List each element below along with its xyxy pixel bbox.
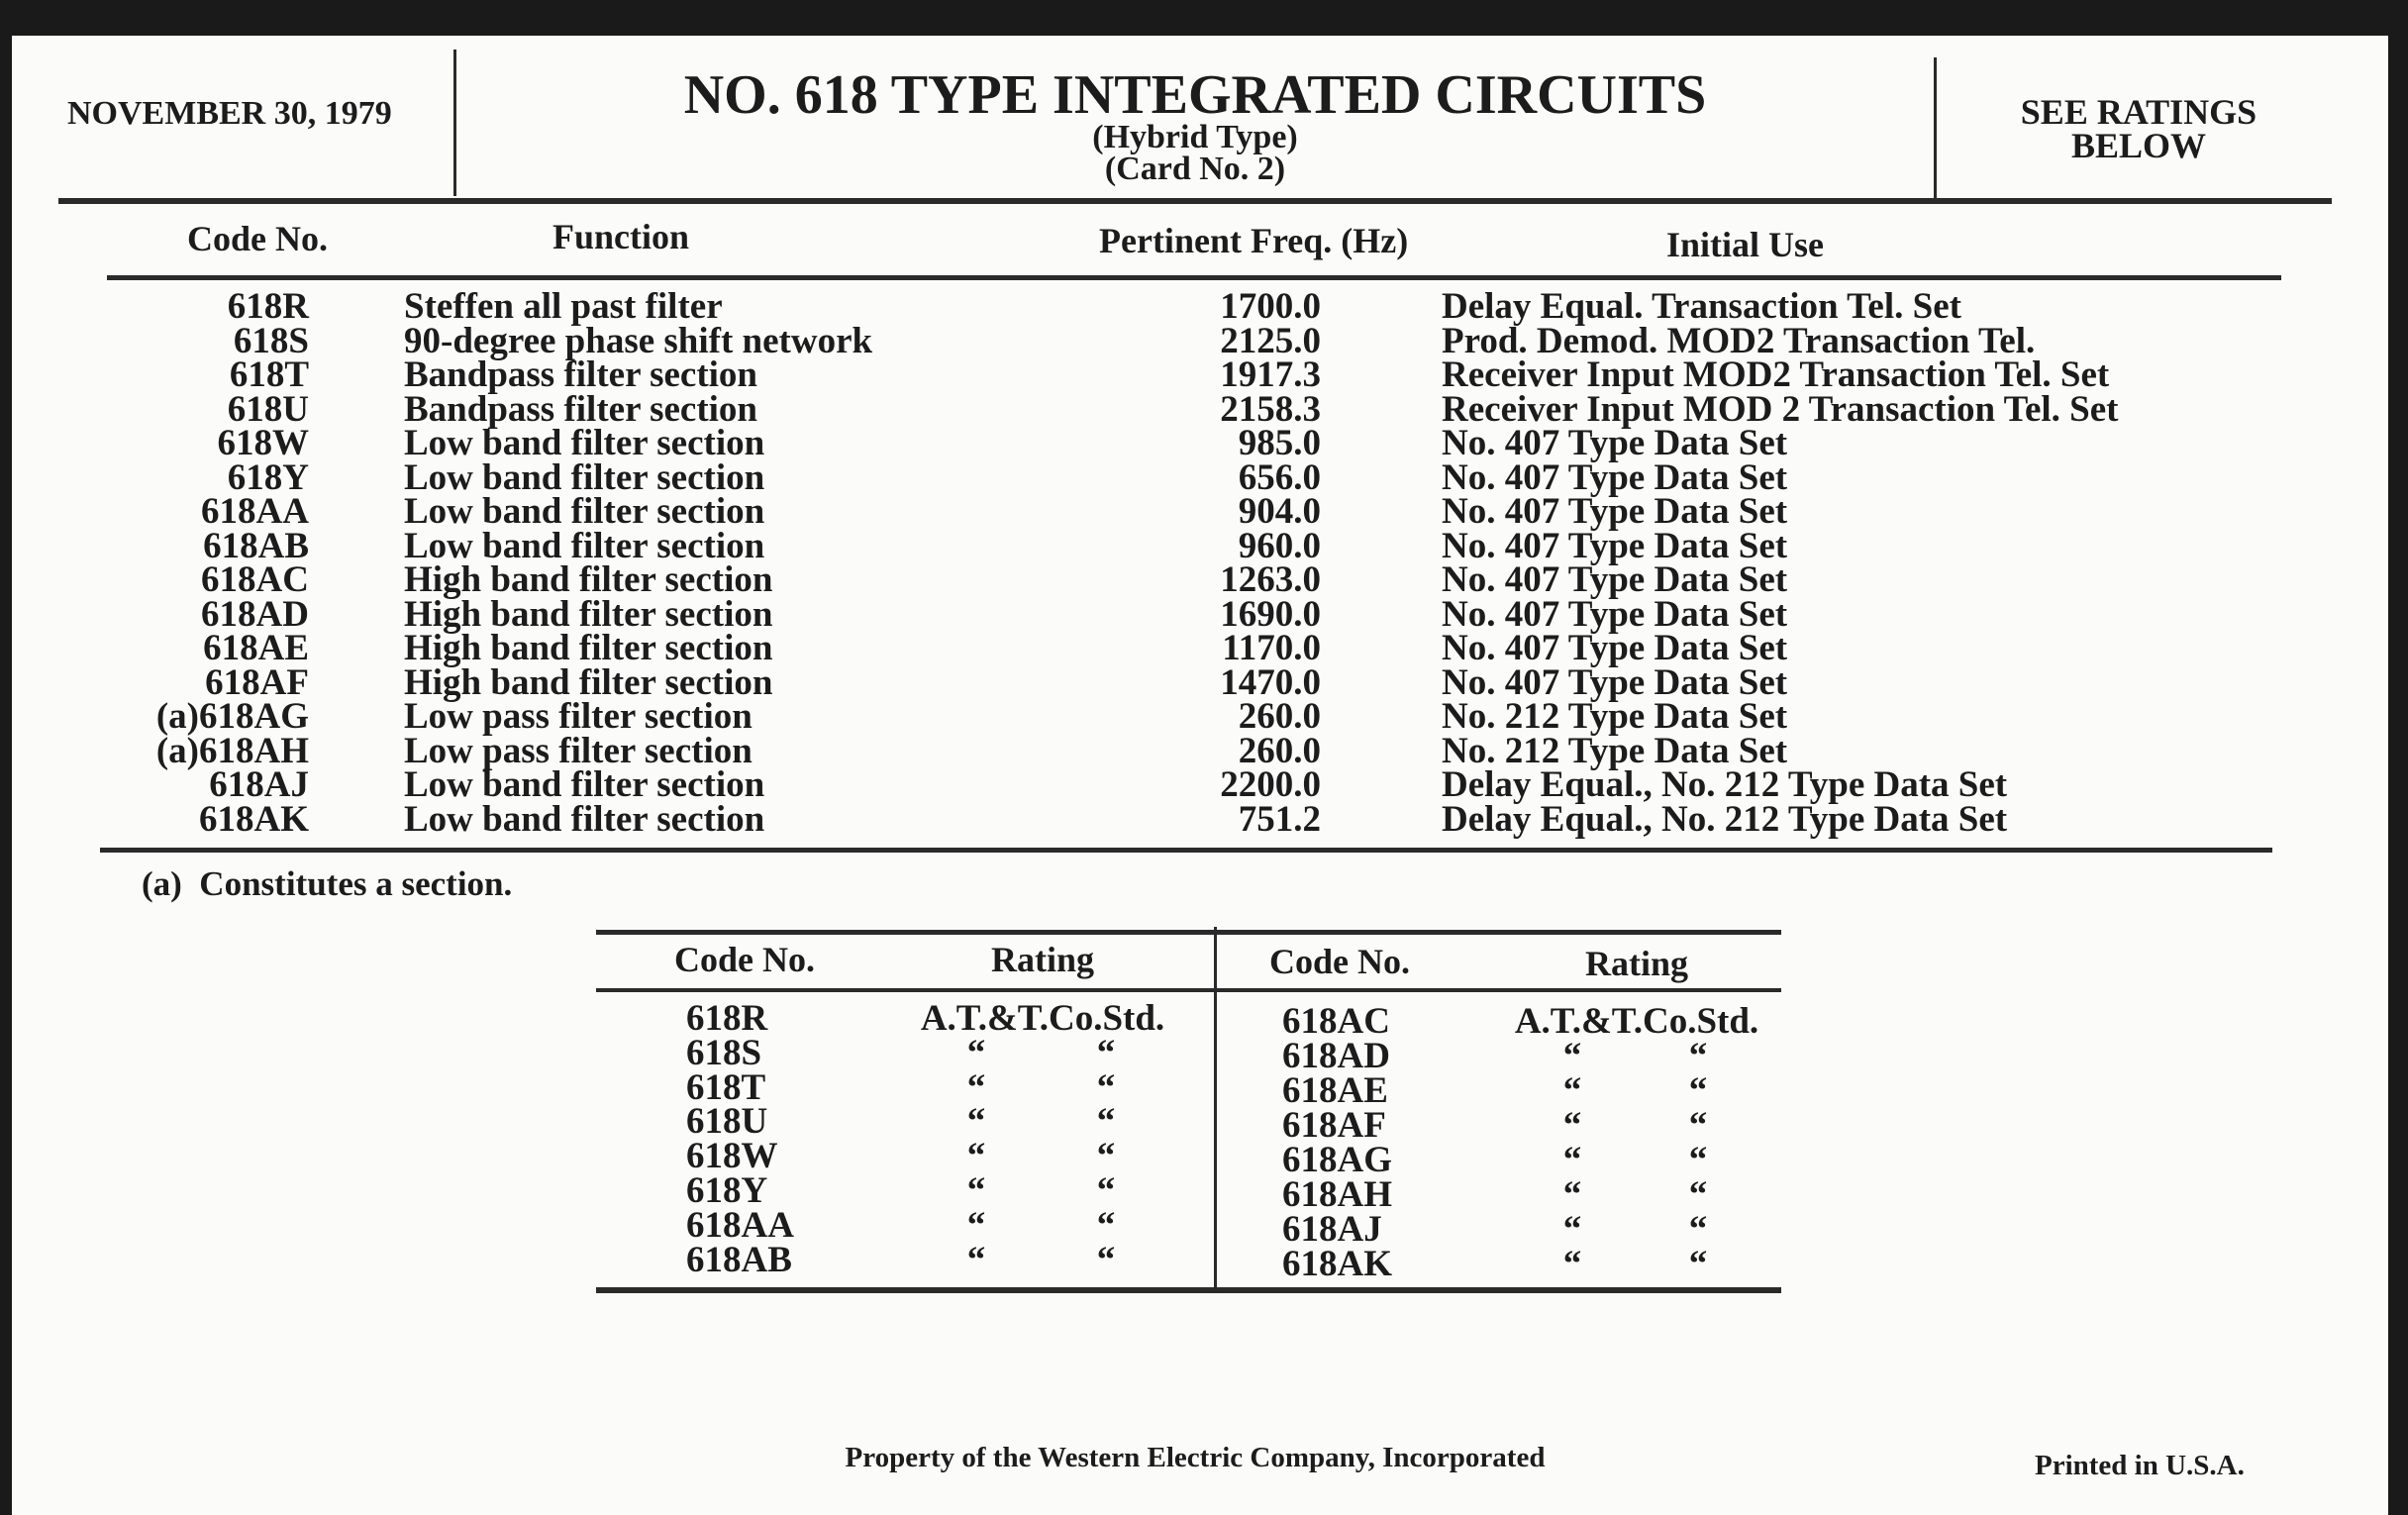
ditto-mark: “ <box>1562 1174 1582 1215</box>
ratings-code-left: 618AB <box>686 1239 792 1280</box>
ditto-mark: “ <box>1562 1140 1582 1180</box>
ditto-mark: “ <box>1096 1136 1116 1177</box>
code-cell: 618AJ <box>209 764 309 805</box>
ditto-mark: “ <box>966 1204 986 1246</box>
ditto-mark: “ <box>1096 1239 1116 1280</box>
ratings-bottom-rule <box>596 1287 1781 1293</box>
code-cell: 618AB <box>203 525 309 566</box>
ratings-note-line1: SEE RATINGS <box>2020 92 2258 132</box>
footnote: (a) Constitutes a section. <box>142 864 513 903</box>
use-cell: No. 407 Type Data Set <box>1442 628 1788 668</box>
freq-cell: 2200.0 <box>1220 764 1321 805</box>
ratings-code-right: 618AC <box>1282 1001 1390 1042</box>
code-cell: 618T <box>229 354 309 395</box>
ratings-col-rating-left: Rating <box>990 940 1095 979</box>
use-cell: No. 407 Type Data Set <box>1442 661 1788 703</box>
ditto-mark: “ <box>1562 1209 1582 1250</box>
freq-cell: 2125.0 <box>1220 320 1321 361</box>
code-cell: 618W <box>217 423 309 463</box>
ditto-mark: “ <box>1688 1105 1708 1146</box>
function-cell: Steffen all past filter <box>404 286 723 327</box>
ratings-col-code-left: Code No. <box>674 940 815 979</box>
use-cell: No. 407 Type Data Set <box>1442 525 1788 566</box>
ditto-mark: “ <box>966 1101 986 1143</box>
ratings-code-right: 618AG <box>1282 1140 1392 1180</box>
freq-cell: 1690.0 <box>1220 593 1321 635</box>
ditto-mark: “ <box>1688 1070 1708 1111</box>
ratings-code-right: 618AF <box>1282 1105 1386 1146</box>
rating-cell: A.T.&T.Co.Std. <box>1514 1001 1759 1042</box>
freq-cell: 751.2 <box>1238 798 1321 840</box>
ratings-col-code-right: Code No. <box>1269 942 1410 981</box>
header-divider-left <box>453 50 456 196</box>
function-cell: Low band filter section <box>404 491 765 532</box>
col-header-use: Initial Use <box>1666 225 1825 264</box>
function-cell: High band filter section <box>404 593 773 635</box>
ditto-mark: “ <box>1688 1174 1708 1215</box>
ditto-mark: “ <box>1096 1101 1116 1143</box>
use-cell: No. 212 Type Data Set <box>1442 730 1788 771</box>
ratings-col-rating-right: Rating <box>1584 944 1689 983</box>
ditto-mark: “ <box>1096 1066 1116 1108</box>
use-cell: Receiver Input MOD2 Transaction Tel. Set <box>1442 354 2110 395</box>
freq-cell: 260.0 <box>1238 730 1321 771</box>
footer-printed: Printed in U.S.A. <box>2035 1450 2245 1481</box>
col-header-function: Function <box>552 217 690 256</box>
code-cell: 618AC <box>201 559 309 600</box>
freq-cell: 1470.0 <box>1220 661 1321 703</box>
ditto-mark: “ <box>966 1170 986 1211</box>
freq-cell: 1263.0 <box>1220 559 1321 600</box>
ditto-mark: “ <box>1562 1036 1582 1076</box>
use-cell: Prod. Demod. MOD2 Transaction Tel. <box>1442 320 2036 361</box>
code-cell: 618AE <box>203 628 309 668</box>
use-cell: No. 407 Type Data Set <box>1442 491 1788 532</box>
card-number: (Card No. 2) <box>1104 151 1286 187</box>
ditto-mark: “ <box>966 1066 986 1108</box>
freq-cell: 960.0 <box>1238 525 1321 566</box>
col-header-freq: Pertinent Freq. (Hz) <box>1099 221 1409 260</box>
rating-cell: A.T.&T.Co.Std. <box>920 998 1165 1039</box>
use-cell: Delay Equal., No. 212 Type Data Set <box>1442 764 2008 805</box>
ratings-code-right: 618AJ <box>1282 1209 1382 1250</box>
function-cell: Low band filter section <box>404 423 765 463</box>
ditto-mark: “ <box>1562 1070 1582 1111</box>
ratings-code-left: 618AA <box>686 1204 794 1246</box>
code-cell: (a)618AH <box>155 730 309 771</box>
ratings-header-rule <box>596 988 1781 992</box>
ratings-code-left: 618W <box>686 1136 778 1177</box>
freq-cell: 260.0 <box>1238 696 1321 737</box>
code-cell: 618Y <box>227 456 309 498</box>
ditto-mark: “ <box>1688 1209 1708 1250</box>
subtitle: (Hybrid Type) <box>1092 119 1298 155</box>
ditto-mark: “ <box>1688 1244 1708 1284</box>
use-cell: No. 407 Type Data Set <box>1442 559 1788 600</box>
ratings-code-right: 618AK <box>1282 1244 1392 1284</box>
function-cell: Low band filter section <box>404 456 765 498</box>
ratings-divider <box>1214 927 1217 1293</box>
col-header-code: Code No. <box>187 219 328 258</box>
ditto-mark: “ <box>966 1136 986 1177</box>
ditto-mark: “ <box>966 1239 986 1280</box>
ratings-code-left: 618R <box>686 998 768 1039</box>
ditto-mark: “ <box>1688 1140 1708 1180</box>
function-cell: Low band filter section <box>404 525 765 566</box>
page-title: NO. 618 TYPE INTEGRATED CIRCUITS <box>683 64 1707 126</box>
use-cell: No. 407 Type Data Set <box>1442 456 1788 498</box>
footer-property: Property of the Western Electric Company, Incorporated <box>845 1442 1546 1473</box>
code-cell: 618AD <box>201 593 309 635</box>
freq-cell: 1170.0 <box>1222 628 1321 668</box>
ditto-mark: “ <box>1096 1204 1116 1246</box>
ratings-code-left: 618U <box>686 1101 768 1143</box>
code-cell: 618R <box>227 286 309 327</box>
function-cell: High band filter section <box>404 628 773 668</box>
ratings-code-right: 618AH <box>1282 1174 1392 1215</box>
table-bottom-rule <box>100 848 2272 853</box>
freq-cell: 1917.3 <box>1220 354 1321 395</box>
use-cell: Delay Equal. Transaction Tel. Set <box>1442 286 1961 327</box>
function-cell: Low band filter section <box>404 798 765 840</box>
header-divider-right <box>1934 57 1937 202</box>
header-rule <box>58 198 2332 204</box>
use-cell: No. 407 Type Data Set <box>1442 423 1788 463</box>
freq-cell: 1700.0 <box>1220 286 1321 327</box>
ratings-code-left: 618T <box>686 1066 766 1108</box>
ditto-mark: “ <box>1562 1105 1582 1146</box>
ratings-code-right: 618AE <box>1282 1070 1388 1111</box>
code-cell: 618AA <box>201 491 309 532</box>
code-cell: 618U <box>227 388 309 430</box>
function-cell: 90-degree phase shift network <box>404 320 873 361</box>
freq-cell: 985.0 <box>1238 423 1321 463</box>
freq-cell: 656.0 <box>1238 456 1321 498</box>
date: NOVEMBER 30, 1979 <box>67 95 392 132</box>
code-cell: (a)618AG <box>155 696 309 737</box>
ratings-top-rule <box>596 930 1781 935</box>
ditto-mark: “ <box>1096 1170 1116 1211</box>
ditto-mark: “ <box>1562 1244 1582 1284</box>
function-cell: Low band filter section <box>404 764 765 805</box>
function-cell: Low pass filter section <box>404 696 752 737</box>
ditto-mark: “ <box>1096 1032 1116 1073</box>
function-cell: High band filter section <box>404 559 773 600</box>
ratings-code-right: 618AD <box>1282 1036 1390 1076</box>
code-cell: 618AK <box>199 798 309 840</box>
use-cell: No. 212 Type Data Set <box>1442 696 1788 737</box>
ratings-code-left: 618S <box>686 1032 762 1073</box>
freq-cell: 904.0 <box>1238 491 1321 532</box>
function-cell: Bandpass filter section <box>404 354 758 395</box>
freq-cell: 2158.3 <box>1220 388 1321 430</box>
ditto-mark: “ <box>966 1032 986 1073</box>
code-cell: 618S <box>233 320 309 361</box>
code-cell: 618AF <box>205 661 309 703</box>
ratings-note-line2: BELOW <box>2070 126 2207 165</box>
function-cell: Low pass filter section <box>404 730 752 771</box>
function-cell: Bandpass filter section <box>404 388 758 430</box>
ditto-mark: “ <box>1688 1036 1708 1076</box>
use-cell: Delay Equal., No. 212 Type Data Set <box>1442 798 2008 840</box>
use-cell: Receiver Input MOD 2 Transaction Tel. Set <box>1442 388 2119 430</box>
function-cell: High band filter section <box>404 661 773 703</box>
table-header-rule <box>107 275 2281 280</box>
ratings-code-left: 618Y <box>686 1170 768 1211</box>
use-cell: No. 407 Type Data Set <box>1442 593 1788 635</box>
